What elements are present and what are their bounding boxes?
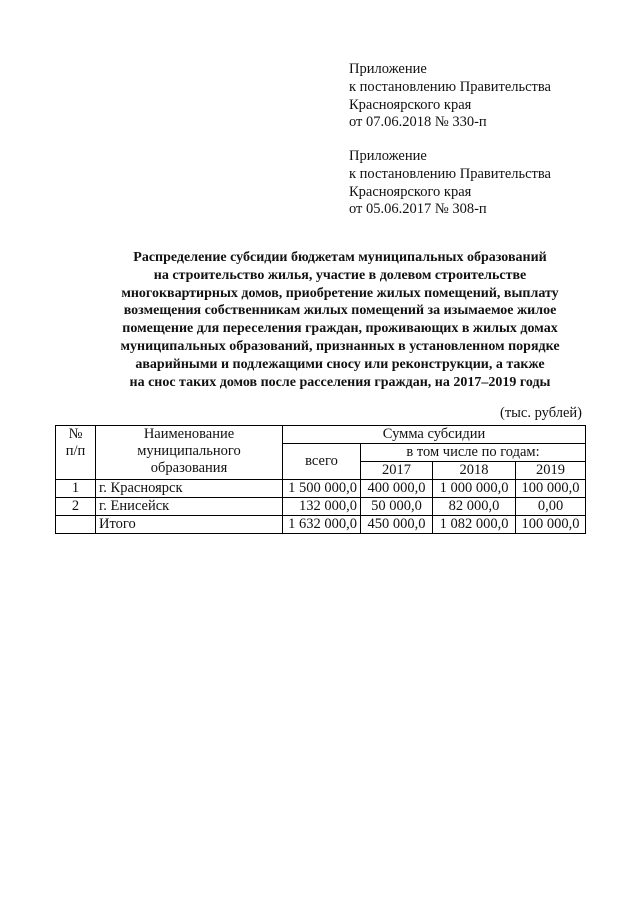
cell-municipality: г. Енисейск (96, 498, 283, 516)
title-line: аварийными и подлежащими сносу или реконструкции, а также (135, 356, 545, 372)
title-line: многоквартирных домов, приобретение жилых помещений, выплату (121, 285, 559, 301)
cell-number (56, 516, 96, 534)
cell-2017: 50 000,0 (361, 498, 433, 516)
units-label: (тыс. рублей) (500, 405, 582, 421)
appendix-line: Приложение (349, 61, 427, 77)
appendix-line: Красноярского края (349, 96, 472, 113)
appendix-date-line: от 07.06.2018 № 330-п (349, 114, 487, 131)
header-number-line: № (68, 426, 83, 442)
header-subsidy-sum: Сумма субсидии (283, 426, 586, 444)
cell-2017: 450 000,0 (361, 516, 433, 534)
title-line: муниципальных образований, признанных в установленном порядке (120, 338, 560, 354)
cell-number: 1 (56, 480, 96, 498)
header-year-2017: 2017 (361, 462, 433, 480)
header-number-line: п/п (65, 443, 86, 459)
header-municipality-line: муниципального (137, 443, 241, 459)
header-municipality (96, 426, 283, 480)
title-line: на снос таких домов после расселения граждан, на 2017–2019 годы (129, 374, 551, 390)
table-row (56, 498, 586, 516)
table-header-row (56, 426, 586, 444)
table-total-row (56, 516, 586, 534)
cell-2018: 1 082 000,0 (433, 516, 516, 534)
appendix-block-original (349, 148, 551, 219)
cell-municipality: г. Красноярск (96, 480, 283, 498)
document-title (40, 249, 640, 391)
appendix-line: Приложение (349, 148, 427, 164)
header-year-2019: 2019 (516, 462, 586, 480)
header-year-2018: 2018 (433, 462, 516, 480)
appendix-line: к постановлению Правительства (349, 165, 551, 182)
cell-total: 132 000,0 (283, 498, 361, 516)
cell-municipality: Итого (96, 516, 283, 534)
title-line: возмещения собственникам жилых помещений за изымаемое жилое (123, 303, 557, 319)
appendix-line: к постановлению Правительства (349, 78, 551, 95)
appendix-block-current (349, 61, 551, 132)
subsidy-table (55, 425, 586, 534)
cell-2018: 82 000,0 (433, 498, 516, 516)
cell-number: 2 (56, 498, 96, 516)
cell-2019: 100 000,0 (516, 480, 586, 498)
header-by-years: в том числе по годам: (361, 444, 586, 462)
appendix-date-line: от 05.06.2017 № 308-п (349, 201, 487, 218)
cell-total: 1 500 000,0 (283, 480, 361, 498)
cell-2019: 100 000,0 (516, 516, 586, 534)
appendix-line: Красноярского края (349, 183, 472, 200)
cell-2018: 1 000 000,0 (433, 480, 516, 498)
cell-2019: 0,00 (516, 498, 586, 516)
cell-total: 1 632 000,0 (283, 516, 361, 534)
header-municipality-line: Наименование (143, 426, 235, 442)
table-row (56, 480, 586, 498)
title-line: Распределение субсидии бюджетам муниципальных образований (133, 250, 547, 265)
title-line: на строительство жилья, участие в долевом строительстве (153, 267, 527, 283)
title-line: помещение для переселения граждан, проживающих в жилых домах (122, 321, 558, 337)
header-number (56, 426, 96, 480)
cell-2017: 400 000,0 (361, 480, 433, 498)
header-total: всего (283, 444, 361, 480)
header-municipality-line: образования (150, 460, 228, 476)
